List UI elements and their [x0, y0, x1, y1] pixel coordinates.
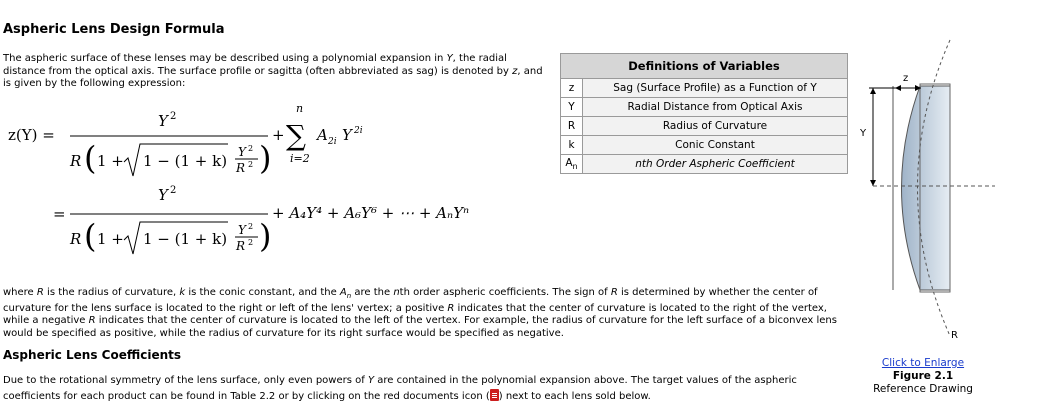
- plus-sign: +: [272, 126, 285, 144]
- svg-text:2: 2: [248, 144, 254, 153]
- sum-symbol: ∑: [286, 119, 306, 152]
- inner-den: R: [236, 161, 246, 175]
- figure-subtitle: Reference Drawing: [873, 383, 973, 395]
- svg-text:2: 2: [248, 160, 254, 169]
- explanation-paragraph: where R is the radius of curvature, k is the conic constant, and the $A_n$ are the nth order aspheric coefficients. The sign of R is determined by whether the center of curvature for the lens surface is located to the right or left of the lens' vertex; a positive R indicates that the center of curvature is located to the right of the vertex, while a negative R indicates that the center of curvature is located to the left of the vertex. For example, the radius of curvature for the left surface of a biconvex lens would be specified as positive, while the radius of curvature for its right surface would be specified as negative.: [3, 287, 837, 339]
- sum-bottom: i=2: [290, 152, 310, 165]
- lens-shape: [902, 86, 951, 290]
- svg-text:Y: Y: [342, 126, 352, 144]
- svg-text:1 − (1 + k): 1 − (1 + k): [143, 230, 228, 248]
- enlarge-link[interactable]: Click to Enlarge: [881, 357, 965, 369]
- den-one-plus: 1 +: [97, 152, 124, 170]
- table-row: k Conic Constant: [561, 136, 848, 155]
- svg-text:2: 2: [248, 238, 254, 247]
- sum-top: n: [296, 102, 304, 115]
- inner-num: Y: [238, 145, 246, 159]
- svg-text:2: 2: [170, 185, 177, 196]
- intro-paragraph: The aspheric surface of these lenses may be described using a polynomial expansion in Y, the radial distance from the optical axis. The surface profile or sagitta (often abbreviated as sag) is denoted by z, and is given by the following expression:: [3, 53, 543, 89]
- numerator-exp: 2: [170, 111, 177, 122]
- table-row: R Radius of Curvature: [561, 117, 848, 136]
- red-document-icon[interactable]: [490, 389, 499, 401]
- coefficients-paragraph: Due to the rotational symmetry of the lens surface, only even powers of Y are contained in the polynomial expansion above. The target values of the aspheric coefficients for each product can be found in Table 2.2 or by clicking on the red documents icon ( ) next to each lens sold below.: [3, 375, 797, 402]
- svg-text:2i: 2i: [328, 137, 337, 147]
- den-r: R: [70, 152, 82, 170]
- coefficients-heading: Aspheric Lens Coefficients: [3, 348, 182, 362]
- paren-open: (: [84, 139, 97, 177]
- series-tail: + A₄Y⁴ + A₆Y⁶ + ⋯ + AₙYⁿ: [272, 204, 470, 222]
- definitions-header: Definitions of Variables: [561, 54, 848, 79]
- table-row: $A_n$ nth Order Aspheric Coefficient: [561, 155, 848, 174]
- sag-equation: [0, 98, 560, 270]
- equals-second: =: [53, 205, 66, 223]
- definitions-table: [560, 53, 848, 174]
- svg-text:2: 2: [248, 222, 254, 231]
- svg-text:Y: Y: [238, 223, 246, 237]
- table-row: z Sag (Surface Profile) as a Function of Y: [561, 79, 848, 98]
- svg-text:Y: Y: [158, 186, 168, 204]
- den-inner: 1 − (1 + k): [143, 152, 228, 170]
- svg-text:R: R: [236, 239, 246, 253]
- figure-caption: [858, 357, 988, 396]
- label-z: z: [903, 73, 909, 84]
- page-title: Aspheric Lens Design Formula: [3, 22, 225, 37]
- svg-text:2i: 2i: [354, 126, 363, 136]
- svg-text:): ): [259, 217, 272, 255]
- svg-text:1 +: 1 +: [97, 230, 124, 248]
- sum-term: A: [317, 126, 328, 144]
- numerator-y: Y: [158, 112, 168, 130]
- figure-title: Figure 2.1: [892, 370, 954, 382]
- reference-drawing[interactable]: [855, 38, 995, 343]
- svg-text:(: (: [84, 217, 97, 255]
- svg-text:R: R: [70, 230, 82, 248]
- label-y: Y: [860, 128, 867, 139]
- equation-lhs: z(Y) =: [8, 126, 55, 144]
- label-r: R: [951, 330, 958, 341]
- table-row: Y Radial Distance from Optical Axis: [561, 98, 848, 117]
- paren-close: ): [259, 139, 272, 177]
